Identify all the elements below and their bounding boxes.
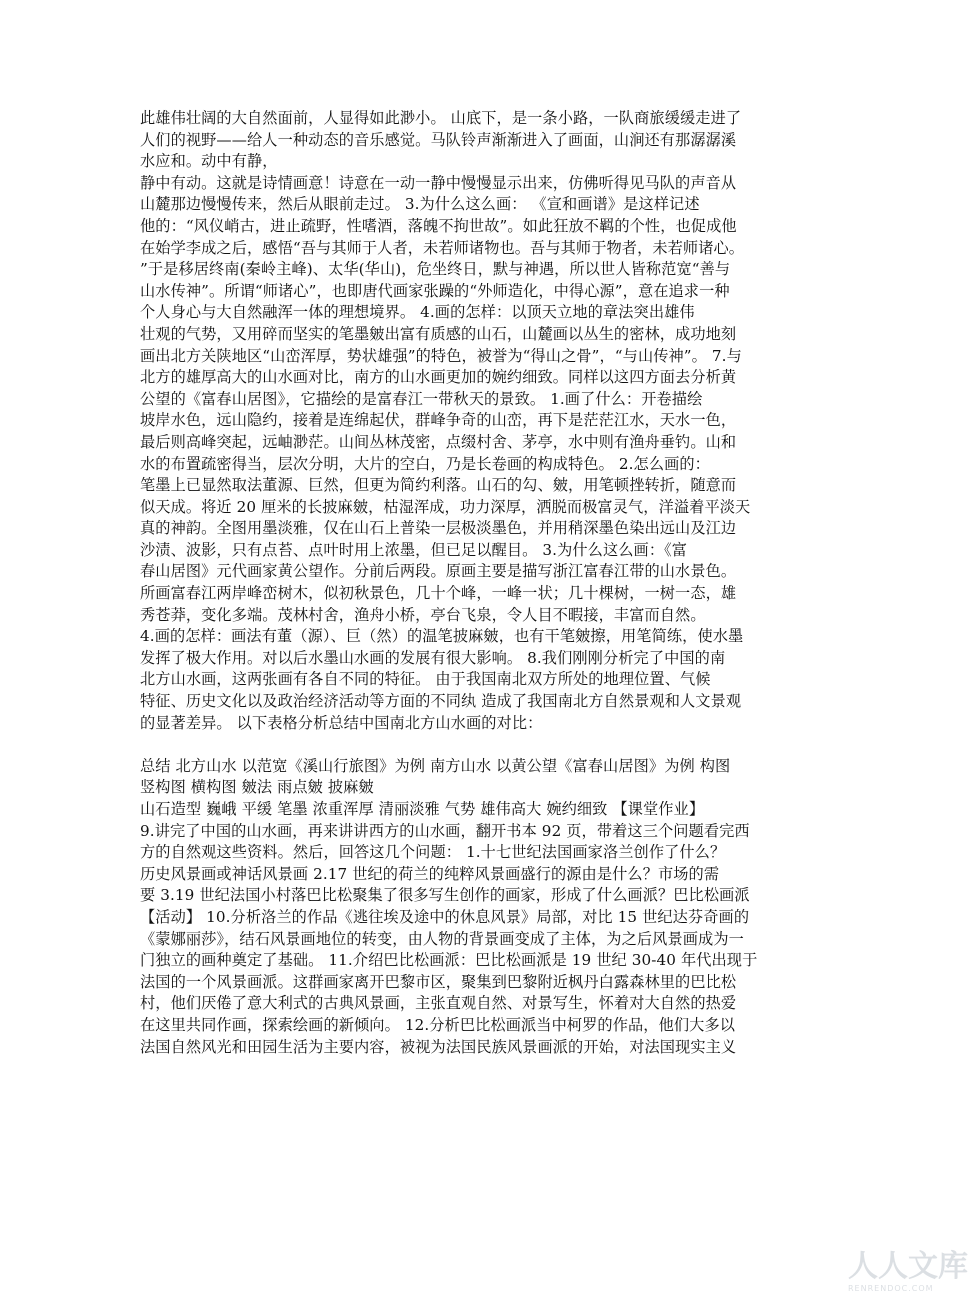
text-line: 个人身心与大自然融浑一体的理想境界。 4.画的怎样：以顶天立地的章法突出雄伟 [140, 303, 695, 322]
text-line: 法国自然风光和田园生活为主要内容，被视为法国民族风景画派的开始，对法国现实主义 [140, 1037, 737, 1056]
text-line: 笔墨上已显然取法董源、巨然，但更为简约利落。山石的勾、皴，用笔顿挫转折，随意而 [140, 476, 737, 495]
text-line: 《蒙娜丽莎》，结石风景画地位的转变，由人物的背景画变成了主体，为之后风景画成为一 [140, 929, 744, 948]
text-line: 的显著差异。 以下表格分析总结中国南北方山水画的对比： [140, 713, 543, 732]
text-line: 公望的《富春山居图》，它描绘的是富春江一带秋天的景致。 1.画了什么：开卷描绘 [140, 389, 703, 408]
text-line: 北方山水画，这两张画有各自不同的特征。 由于我国南北双方所处的地理位置、气候 [140, 670, 711, 689]
text-line: 他的：“风仪峭古，进止疏野，性嗜酒，落魄不拘世故”。如此狂放不羁的个性，也促成他 [140, 216, 737, 235]
text-line: 最后则高峰突起，远岫渺茫。山间丛林茂密，点缀村舍、茅亭，水中则有渔舟垂钓。山和 [140, 432, 737, 451]
text-line: 北方的雄厚高大的山水画对比，南方的山水画更加的婉约细致。同样以这四方面去分析黄 [140, 368, 737, 387]
text-line: 方的自然观这些资料。然后，回答这几个问题： 1.十七世纪法国画家洛兰创作了什么？ [140, 843, 726, 862]
text-line: 要 3.19 世纪法国小村落巴比松聚集了很多写生创作的画家，形成了什么画派？巴比松画派 [140, 886, 750, 905]
text-line: 人们的视野——给人一种动态的音乐感觉。马队铃声渐渐进入了画面，山涧还有那潺潺溪 [140, 130, 737, 149]
text-line: 山石造型 巍峨 平缓 笔墨 浓重浑厚 清丽淡雅 气势 雄伟高大 婉约细致 【课堂作业】 [140, 800, 705, 818]
text-line: 山水传神”。所谓“师诸心”，也即唐代画家张躁的“外师造化，中得心源”，意在追求一种 [140, 281, 730, 300]
watermark-main-text: 人人文库 [848, 1249, 968, 1284]
text-line: 法国的一个风景画派。这群画家离开巴黎市区，聚集到巴黎附近枫丹白露森林里的巴比松 [140, 972, 737, 991]
text-line: 画出北方关陕地区“山峦浑厚，势状雄强”的特色，被誉为“得山之骨”，“与山传神”。 7.与 [140, 346, 742, 365]
text-line: 沙渍、波影，只有点苔、点叶时用上浓墨，但已足以醒目。 3.为什么这么画：《富 [140, 540, 688, 559]
text-line: 似天成。将近 20 厘米的长披麻皴，枯湿浑成，功力深厚，洒脱而极富灵气，洋溢着平淡天 [140, 497, 751, 516]
text-line: 水的布置疏密得当，层次分明，大片的空白，乃是长卷画的构成特色。 2.怎么画的： [140, 454, 710, 473]
document-body [140, 108, 790, 1058]
text-line: 历史风景画或神话风景画 2.17 世纪的荷兰的纯粹风景画盛行的源由是什么？市场的需 [140, 864, 720, 883]
text-line: 春山居图》元代画家黄公望作。分前后两段。原画主要是描写浙江富春江带的山水景色。 [140, 562, 737, 581]
text-line: 所画富春江两岸峰峦树木，似初秋景色，几十个峰，一峰一状；几十棵树，一树一态，雄 [140, 584, 737, 603]
text-line: 壮观的气势，又用碎而坚实的笔墨皴出富有质感的山石，山麓画以丛生的密林，成功地刻 [140, 324, 737, 343]
text-line: 村，他们厌倦了意大利式的古典风景画，主张直观自然、对景写生，怀着对大自然的热爱 [140, 994, 737, 1013]
text-line: 在这里共同作画，探索绘画的新倾向。 12.分析巴比松画派当中柯罗的作品，他们大多以 [140, 1015, 736, 1034]
text-line: 总结 北方山水 以范宽《溪山行旅图》为例 南方山水 以黄公望《富春山居图》为例 构图 [140, 756, 731, 775]
text-line: 发挥了极大作用。对以后水墨山水画的发展有很大影响。 8.我们刚刚分析完了中国的南 [140, 648, 726, 667]
text-line: 此雄伟壮阔的大自然面前，人显得如此渺小。 山底下，是一条小路，一队商旅缓缓走进了 [140, 109, 742, 127]
text-line: 山麓那边慢慢传来，然后从眼前走过。 3.为什么这么画： 《宣和画谱》是这样记述 [140, 195, 700, 214]
text-line: 4.画的怎样：画法有董（源）、巨（然）的温笔披麻皴，也有干笔皴擦，用笔简练，使水墨 [140, 627, 744, 646]
text-line: 真的神韵。全图用墨淡雅，仅在山石上普染一层极淡墨色，并用稍深墨色染出远山及江边 [140, 519, 737, 538]
text-line: 9.讲完了中国的山水画，再来讲讲西方的山水画，翻开书本 92 页，带着这三个问题看完西 [140, 821, 750, 840]
text-line: 静中有动。这就是诗情画意！诗意在一动一静中慢慢显示出来，仿佛听得见马队的声音从 [140, 173, 737, 192]
text-line: 【活动】 10.分析洛兰的作品《逃往埃及途中的休息风景》局部，对比 15 世纪达芬奇画的 [140, 907, 750, 926]
watermark-logo [848, 1249, 968, 1302]
text-line: 在始学李成之后，感悟“吾与其师于人者，未若师诸物也。吾与其师于物者，未若师诸心。 [140, 238, 745, 257]
text-line: 秀苍莽，变化多端。茂林村舍，渔舟小桥，亭台飞泉，令人目不暇接，丰富而自然。 [140, 605, 706, 624]
blank-line [140, 734, 790, 756]
text-line: ”于是移居终南(秦岭主峰)、太华(华山)，危坐终日，默与神遇，所以世人皆称范宽“善与 [140, 260, 731, 279]
text-line: 坡岸水色，远山隐约，接着是连绵起伏，群峰争奇的山峦，再下是茫茫江水，天水一色， [140, 411, 737, 430]
text-line: 水应和。动中有静， [140, 152, 278, 171]
text-line: 特征、历史文化以及政治经济活动等方面的不同纨 造成了我国南北方自然景观和人文景观 [140, 692, 742, 711]
watermark-sub-text: RENRENDOC.COM [848, 1284, 934, 1293]
text-line: 门独立的画种奠定了基础。 11.介绍巴比松画派：巴比松画派是 19 世纪 30-40 年代出现于 [140, 951, 758, 970]
text-line: 竖构图 横构图 皴法 雨点皴 披麻皴 [140, 778, 374, 797]
